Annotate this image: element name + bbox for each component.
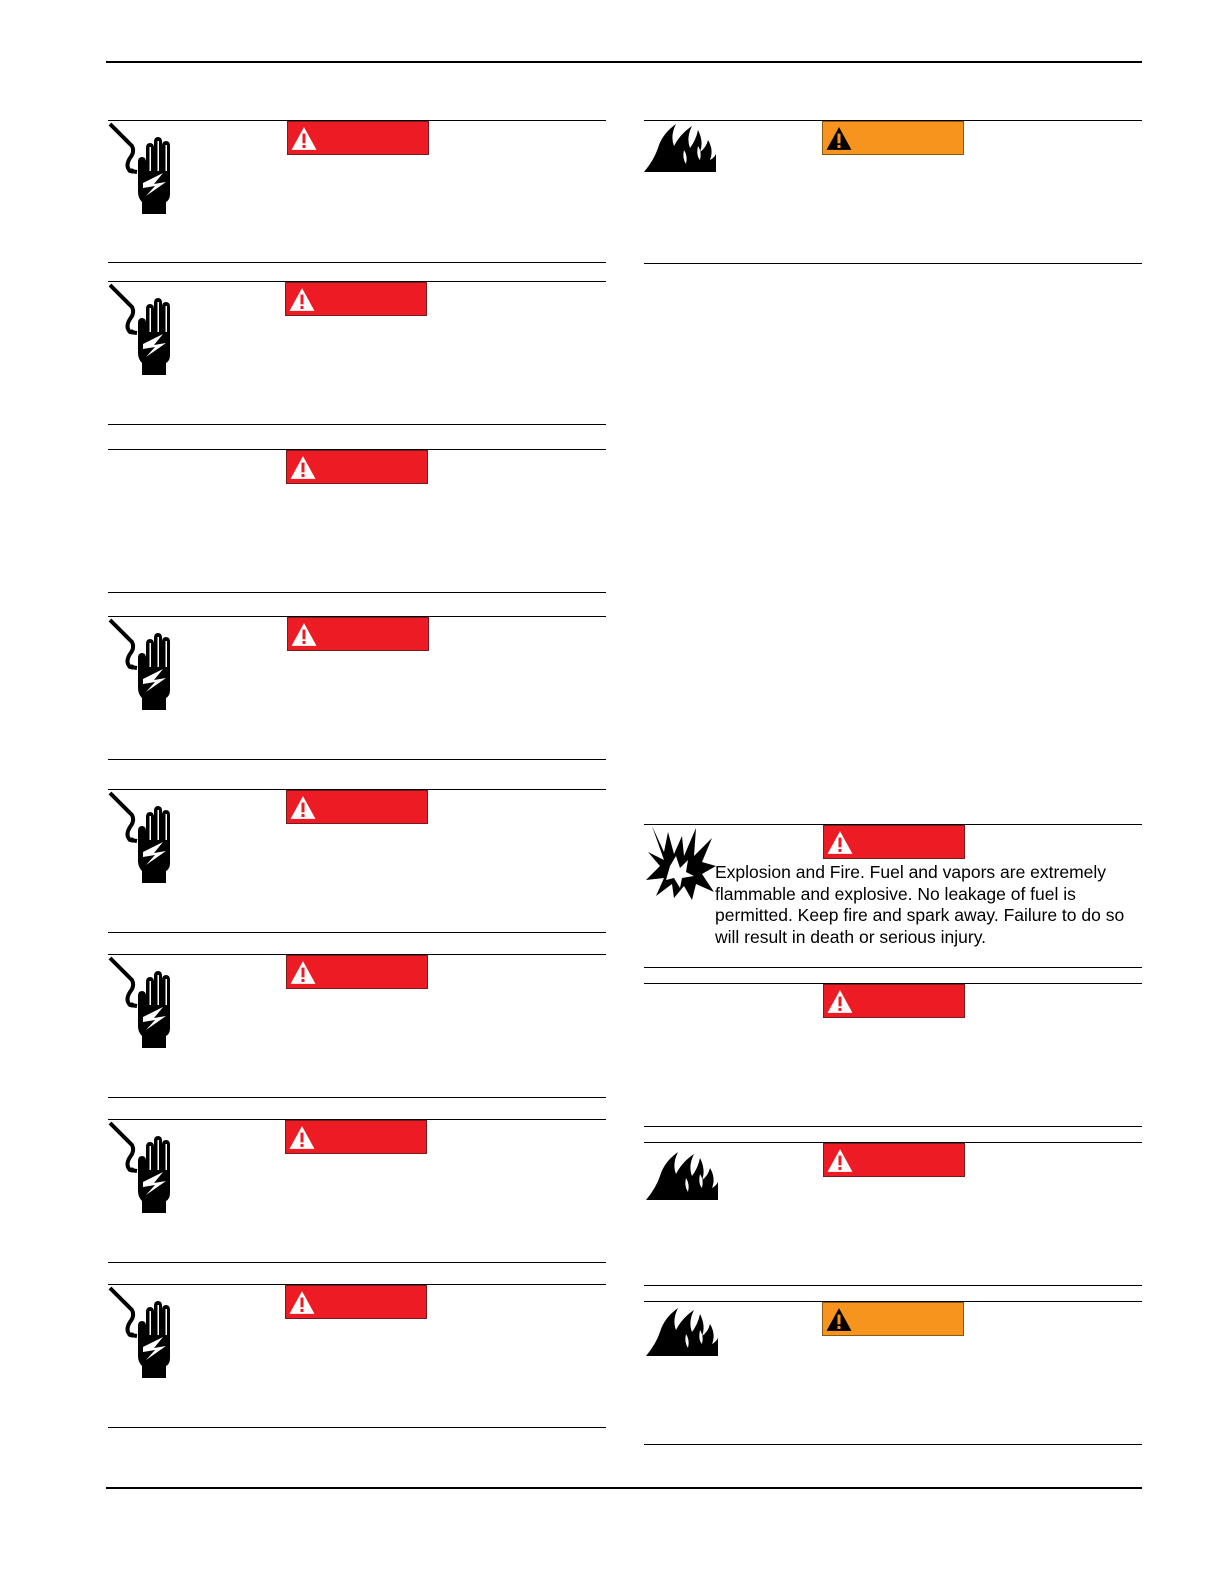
explosion-icon: [646, 826, 716, 900]
danger-badge: [823, 825, 965, 859]
alert-triangle-icon: [289, 1290, 315, 1316]
alert-triangle-icon: [290, 455, 316, 481]
safety-panel-right-3: [644, 983, 1142, 1127]
danger-badge: [286, 790, 428, 824]
warning-badge: [822, 1302, 964, 1336]
danger-badge: [285, 1120, 427, 1154]
safety-panel-left-7: [108, 1119, 606, 1263]
electric-shock-hand-icon: [108, 791, 178, 883]
electric-shock-hand-icon: [108, 618, 178, 710]
safety-panel-right-4: [644, 1142, 1142, 1286]
alert-triangle-icon: [826, 126, 852, 152]
alert-triangle-icon: [827, 830, 853, 856]
electric-shock-hand-icon: [108, 956, 178, 1048]
electric-shock-hand-icon: [108, 1286, 178, 1378]
danger-badge: [823, 1143, 965, 1177]
danger-badge: [286, 450, 428, 484]
safety-panel-left-4: [108, 616, 606, 760]
safety-panel-left-1: [108, 120, 606, 263]
danger-badge: [285, 1285, 427, 1319]
safety-panel-right-1: [644, 120, 1142, 264]
electric-shock-hand-icon: [108, 122, 178, 214]
safety-panel-right-5: [644, 1301, 1142, 1445]
alert-triangle-icon: [289, 1125, 315, 1151]
alert-triangle-icon: [291, 126, 317, 152]
danger-badge: [287, 121, 429, 155]
alert-triangle-icon: [290, 960, 316, 986]
header-rule: [106, 61, 1142, 63]
alert-triangle-icon: [290, 795, 316, 821]
fire-flame-icon: [646, 1304, 718, 1356]
electric-shock-hand-icon: [108, 1121, 178, 1213]
explosion-warning-text: Explosion and Fire. Fuel and vapors are extremely flammable and explosive. No leakage of fuel is permitted. Keep fire and spark away. Failure to do so will result in death or serious injury.: [715, 862, 1125, 947]
danger-badge: [286, 955, 428, 989]
safety-panel-left-6: [108, 954, 606, 1098]
fire-flame-icon: [644, 120, 716, 172]
footer-rule: [106, 1487, 1142, 1489]
safety-panel-right-2: [644, 824, 1142, 968]
danger-badge: [285, 282, 427, 316]
danger-badge: [287, 617, 429, 651]
safety-panel-left-8: [108, 1284, 606, 1428]
danger-badge: [823, 984, 965, 1018]
alert-triangle-icon: [826, 1307, 852, 1333]
warning-badge: [822, 121, 964, 155]
alert-triangle-icon: [291, 622, 317, 648]
safety-panel-left-5: [108, 789, 606, 933]
safety-panel-left-2: [108, 281, 606, 425]
fire-flame-icon: [646, 1148, 718, 1200]
safety-panel-left-3: [108, 449, 606, 593]
electric-shock-hand-icon: [108, 283, 178, 375]
alert-triangle-icon: [827, 989, 853, 1015]
alert-triangle-icon: [289, 287, 315, 313]
alert-triangle-icon: [827, 1148, 853, 1174]
